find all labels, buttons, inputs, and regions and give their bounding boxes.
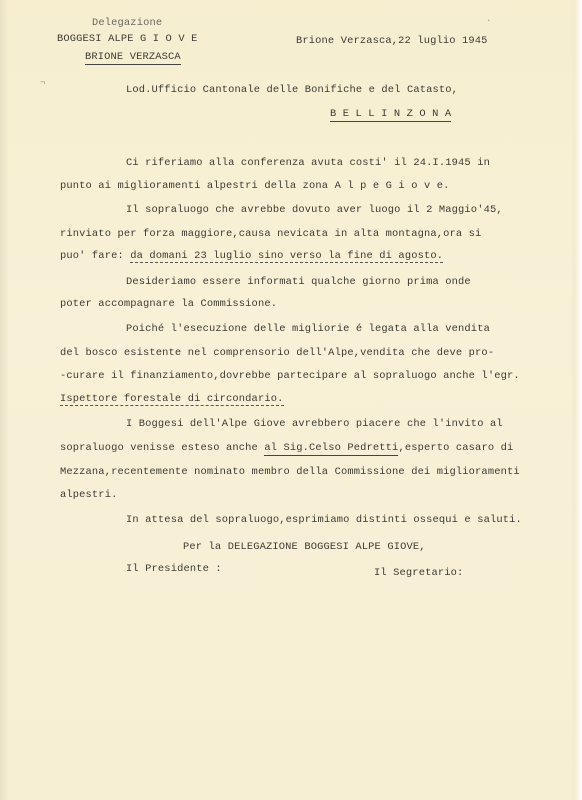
body-line: del bosco esistente nel comprensorio dell'Alpe,vendita che deve pro- [60,347,495,359]
body-line: alpestri. [60,489,118,501]
body-line: Ci riferiamo alla conferenza avuta costi' il 24.I.1945 in [126,157,490,169]
body-line: Ispettore forestale di circondario. [60,393,284,405]
body-line: rinviato per forza maggiore,causa nevicata in alta montagna,ora si [60,228,482,240]
date-line: Brione Verzasca,22 luglio 1945 [296,35,488,47]
body-line: I Boggesi dell'Alpe Giove avrebbero piacere che l'invito al [126,418,503,430]
stray-mark: ¬ [40,78,46,88]
signature-secretary: Il Segretario: [374,567,464,579]
body-line: Poiché l'esecuzione delle migliorie é legata alla vendita [126,323,490,335]
signature-per-line: Per la DELEGAZIONE BOGGESI ALPE GIOVE, [183,541,426,553]
body-line: poter accompagnare la Commissione. [60,298,278,310]
sender-line-3: BRIONE VERZASCA [85,51,181,63]
body-line: punto ai miglioramenti alpestri della zona A l p e G i o v e. [60,180,450,192]
recipient-office: Lod.Ufficio Cantonale delle Bonifiche e del Catasto, [126,84,459,96]
recipient-city: B E L L I N Z O N A [330,108,452,120]
body-line: Desideriamo essere informati qualche giorno prima onde [126,276,471,288]
page-right-edge [572,0,582,800]
body-line: Il sopraluogo che avrebbe dovuto aver luogo il 2 Maggio'45, [126,204,503,216]
body-line: Mezzana,recentemente nominato membro della Commissione dei miglioramenti [60,466,520,478]
stray-mark: · [486,16,492,26]
body-line: puo' fare: da domani 23 luglio sino verso la fine di agosto. [60,250,444,262]
signature-president: Il Presidente : [126,563,222,575]
sender-line-1: Delegazione [92,17,163,29]
body-line: -curare il finanziamento,dovrebbe partecipare al sopraluogo anche l'egr. [60,370,520,382]
closing-line: In attesa del sopraluogo,esprimiamo distinti ossequi e saluti. [126,514,522,526]
body-line: sopraluogo venisse esteso anche al Sig.Celso Pedretti,esperto casaro di [60,442,514,454]
sender-line-2: BOGGESI ALPE G I O V E [57,33,198,45]
page-left-edge-shadow [0,0,8,800]
